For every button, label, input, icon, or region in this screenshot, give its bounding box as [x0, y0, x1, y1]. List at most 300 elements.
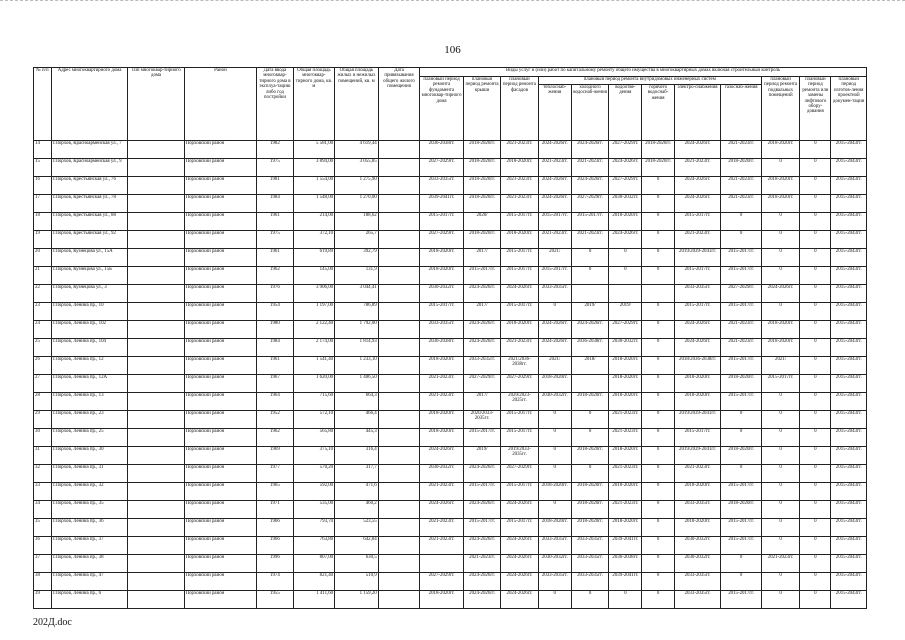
- table-cell: 2015-2017гг.: [463, 429, 500, 447]
- table-cell: 2024-2026гг.: [420, 501, 464, 519]
- table-cell: 0: [642, 537, 674, 555]
- table-cell: 3 894,00: [293, 159, 335, 177]
- table-cell: Порховский район: [184, 555, 257, 573]
- table-cell: 23: [34, 303, 52, 321]
- table-cell: 2018-2020гг.: [721, 501, 762, 519]
- table-cell: 2018-2020гг.: [609, 213, 642, 231]
- header-systems-group: плановый период ремонта внутридомовых инженерных систем: [538, 77, 761, 85]
- table-cell: 2024-2026гг.: [538, 195, 571, 213]
- table-cell: 0: [800, 303, 831, 321]
- table-cell: 2015-2043гг.: [831, 249, 867, 267]
- table-cell: 2030-2032гг.: [609, 339, 642, 357]
- table-cell: 24: [34, 321, 52, 339]
- table-row: [34, 303, 867, 321]
- header-hot-water: горячего водоснаб-жения: [642, 85, 674, 141]
- table-cell: 0: [538, 303, 571, 321]
- table-cell: 2039-2041гг.: [609, 573, 642, 591]
- table-cell: 2021-2023гг.: [721, 195, 762, 213]
- table-cell: 2021-2023гг.: [609, 429, 642, 447]
- table-cell: г.Порхов, Ленина пр., 30: [51, 447, 128, 465]
- table-cell: 0: [721, 411, 762, 429]
- table-cell: 1962: [257, 429, 293, 447]
- table-cell: 2030-2032гг.: [674, 537, 721, 555]
- table-cell: Порховский район: [184, 195, 257, 213]
- table-cell: 2018-2020гг.: [501, 321, 538, 339]
- table-cell: 2015-2017гг.: [674, 213, 721, 231]
- table-cell: 0: [761, 159, 799, 177]
- table-cell: 2015-2017гг.: [721, 393, 762, 411]
- table-cell: 2033-2035гг.: [674, 591, 721, 609]
- table-cell: 2015-2043гг.: [831, 483, 867, 501]
- table-cell: 0: [721, 231, 762, 249]
- table-cell: 21: [34, 267, 52, 285]
- table-cell: г.Порхов, Ленина пр., 32: [51, 483, 128, 501]
- table-cell: 2021-2023гг.: [501, 339, 538, 357]
- table-cell: 2018-2020гг.: [674, 519, 721, 537]
- table-cell: 2027-2029гг.: [420, 231, 464, 249]
- table-cell: 0: [642, 591, 674, 609]
- table-cell: 22: [34, 285, 52, 303]
- table-cell: г.Порхов, Кузнецова ул., 15Б: [51, 267, 128, 285]
- table-cell: 565,80: [293, 429, 335, 447]
- table-cell: 2018-2020гг.: [721, 447, 762, 465]
- table-cell: 2024-2026гг.: [463, 537, 500, 555]
- table-cell: г.Порхов, Ленина пр., 10: [51, 303, 128, 321]
- table-cell: 630,5: [335, 555, 379, 573]
- table-cell: 2036-2038гг.: [420, 141, 464, 159]
- table-cell: [378, 537, 420, 555]
- table-cell: 0: [761, 249, 799, 267]
- table-cell: 2015-2043гг.: [831, 213, 867, 231]
- table-row: [34, 213, 867, 231]
- table-cell: 2027-2029гг.: [463, 375, 500, 393]
- table-body: [34, 141, 867, 609]
- table-cell: 0: [761, 267, 799, 285]
- table-cell: 1984: [257, 339, 293, 357]
- table-cell: 0: [721, 555, 762, 573]
- table-cell: 2027-2029гг.: [501, 375, 538, 393]
- table-cell: 2018-2020гг.: [609, 483, 642, 501]
- table-cell: 0: [800, 591, 831, 609]
- table-cell: 2018-2020гг.: [420, 267, 464, 285]
- table-cell: 2024-2026гг.: [761, 285, 799, 303]
- table-cell: 2018-2020гг.: [420, 357, 464, 375]
- table-cell: 1 814,93: [335, 339, 379, 357]
- table-cell: 0: [800, 537, 831, 555]
- table-row: [34, 195, 867, 213]
- table-cell: 0: [642, 231, 674, 249]
- table-cell: г.Порхов, Крестьянская ул., 78: [51, 195, 128, 213]
- table-cell: 2015-2043гг.: [831, 465, 867, 483]
- table-cell: г.Порхов, Ленина пр., 31: [51, 465, 128, 483]
- table-cell: 36: [34, 537, 52, 555]
- table-row: [34, 141, 867, 159]
- table-cell: 2018-2020гг.: [609, 519, 642, 537]
- table-cell: 2015-2043гг.: [831, 411, 867, 429]
- header-address: Адрес многоквартирного дома: [51, 68, 128, 141]
- table-cell: [378, 159, 420, 177]
- table-cell: 0: [538, 429, 571, 447]
- header-project-docs: плановый период изготов-ления проектной докумен-тации: [831, 77, 867, 141]
- table-cell: 2015-2017гг.: [501, 249, 538, 267]
- table-cell: 2033-2035гг.: [420, 321, 464, 339]
- table-cell: 0: [800, 231, 831, 249]
- table-cell: 0: [800, 519, 831, 537]
- table-cell: 1967: [257, 375, 293, 393]
- table-row: [34, 375, 867, 393]
- table-cell: 763,80: [293, 537, 335, 555]
- table-cell: 1961: [257, 357, 293, 375]
- table-cell: 2015-2043гг.: [831, 591, 867, 609]
- table-cell: 1 270,00: [335, 195, 379, 213]
- table-cell: 2015-2043гг.: [831, 375, 867, 393]
- table-cell: 2036-2038гг.: [609, 555, 642, 573]
- table-cell: Порховский район: [184, 303, 257, 321]
- table-cell: 0: [721, 429, 762, 447]
- table-cell: 2020/2033-2035гг.: [463, 411, 500, 429]
- table-cell: 1961: [257, 213, 293, 231]
- table-cell: 1964: [257, 393, 293, 411]
- table-cell: г.Порхов, Крестьянская ул., 92: [51, 231, 128, 249]
- table-cell: 2018-2020гг.: [609, 375, 642, 393]
- table-cell: 2024-2026гг.: [501, 537, 538, 555]
- table-cell: 1982: [257, 141, 293, 159]
- header-foundation: плановый период ремонта фундамента многоквар-тирного дома: [420, 77, 464, 141]
- table-cell: 2018-2020гг.: [721, 159, 762, 177]
- table-cell: г.Порхов, Ленина пр., 102: [51, 321, 128, 339]
- table-cell: 2033-2035гг.: [674, 573, 721, 591]
- table-cell: 2021-2023гг.: [721, 339, 762, 357]
- table-cell: 0: [800, 159, 831, 177]
- table-cell: 466,4: [335, 411, 379, 429]
- table-cell: [128, 537, 184, 555]
- table-cell: 2015-2017гг.: [463, 483, 500, 501]
- table-cell: [128, 249, 184, 267]
- table-cell: [128, 483, 184, 501]
- table-cell: 3 044,41: [335, 285, 379, 303]
- table-cell: 2024-2026гг.: [674, 141, 721, 159]
- table-cell: [378, 375, 420, 393]
- table-cell: Порховский район: [184, 159, 257, 177]
- table-cell: [378, 177, 420, 195]
- table-cell: 2021-2023гг.: [609, 501, 642, 519]
- table-cell: 2 122,40: [293, 321, 335, 339]
- table-cell: 2015-2017гг.: [721, 303, 762, 321]
- table-cell: [128, 447, 184, 465]
- table-cell: г.Порхов, Красноармейская ул., 7: [51, 141, 128, 159]
- header-total-area: Общая площадь многоквар-тирного дома, кв. м: [293, 68, 335, 141]
- table-cell: 5 581,00: [293, 141, 335, 159]
- table-cell: 0: [642, 393, 674, 411]
- table-cell: [378, 519, 420, 537]
- table-cell: [128, 285, 184, 303]
- table-cell: 2015-2043гг.: [831, 267, 867, 285]
- table-cell: [378, 411, 420, 429]
- table-cell: 2021-2023гг.: [609, 411, 642, 429]
- table-cell: 0: [642, 375, 674, 393]
- table-cell: Порховский район: [184, 537, 257, 555]
- table-cell: 2024-2026гг.: [463, 591, 500, 609]
- table-cell: 2018-2020гг.: [609, 393, 642, 411]
- table-cell: 0: [800, 465, 831, 483]
- table-cell: [128, 177, 184, 195]
- table-cell: г.Порхов, Ленина пр., 23: [51, 411, 128, 429]
- header-district: Район: [184, 68, 257, 141]
- table-cell: Порховский район: [184, 285, 257, 303]
- table-cell: Порховский район: [184, 429, 257, 447]
- table-cell: 2015-2017гг.: [721, 483, 762, 501]
- table-cell: 523,55: [335, 519, 379, 537]
- table-cell: [128, 465, 184, 483]
- table-row: [34, 321, 867, 339]
- table-cell: [128, 213, 184, 231]
- table-cell: 2024-2026гг.: [463, 285, 500, 303]
- table-cell: 2021-2023гг.: [609, 465, 642, 483]
- table-cell: 0: [642, 447, 674, 465]
- table-cell: 39: [34, 591, 52, 609]
- table-cell: 2015-2017гг.: [501, 429, 538, 447]
- table-cell: 30: [34, 429, 52, 447]
- table-cell: 1 159,20: [335, 591, 379, 609]
- table-cell: 2021-2023гг.: [721, 177, 762, 195]
- table-cell: 0: [571, 429, 608, 447]
- header-electric: электро-снабжения: [674, 85, 721, 141]
- table-cell: 2033-2035гг.: [463, 357, 500, 375]
- table-cell: 2018-2020гг.: [609, 357, 642, 375]
- table-cell: 2015-2043гг.: [831, 429, 867, 447]
- table-cell: 35: [34, 519, 52, 537]
- table-cell: [378, 357, 420, 375]
- table-cell: 2018/: [571, 357, 608, 375]
- table-cell: 0: [761, 465, 799, 483]
- table-row: [34, 591, 867, 609]
- table-cell: 1952: [257, 411, 293, 429]
- table-cell: 821,40: [293, 573, 335, 591]
- table-cell: [378, 321, 420, 339]
- table-cell: 20: [34, 249, 52, 267]
- table-cell: 145,00: [293, 267, 335, 285]
- table-cell: 0: [761, 447, 799, 465]
- table-cell: 2018-2020гг.: [420, 411, 464, 429]
- table-cell: 2018-2020гг.: [721, 375, 762, 393]
- table-cell: 0: [538, 501, 571, 519]
- table-cell: [378, 501, 420, 519]
- table-cell: 4 619,44: [335, 141, 379, 159]
- table-cell: 2018-2020гг.: [420, 429, 464, 447]
- table-cell: 793,70: [293, 519, 335, 537]
- table-cell: г.Порхов, Красноармейская ул., 9: [51, 159, 128, 177]
- table-cell: 18: [34, 213, 52, 231]
- table-cell: 2018/2036-2038гг.: [674, 357, 721, 375]
- table-cell: 2015-2043гг.: [831, 501, 867, 519]
- table-row: [34, 429, 867, 447]
- table-cell: 0: [642, 249, 674, 267]
- table-row: [34, 339, 867, 357]
- table-cell: 2018-2020гг.: [761, 141, 799, 159]
- table-cell: 0: [800, 195, 831, 213]
- table-cell: 1966: [257, 519, 293, 537]
- table-cell: 2019/2039-2041гг.: [674, 249, 721, 267]
- table-cell: 31: [34, 447, 52, 465]
- table-row: [34, 231, 867, 249]
- table-cell: 33: [34, 483, 52, 501]
- table-cell: 0: [721, 573, 762, 591]
- table-cell: Порховский район: [184, 141, 257, 159]
- table-cell: [378, 339, 420, 357]
- table-cell: 2036-2038гг.: [420, 339, 464, 357]
- table-cell: 2018-2020гг.: [642, 141, 674, 159]
- table-cell: 0: [571, 465, 608, 483]
- table-cell: Порховский район: [184, 573, 257, 591]
- table-cell: 2033-2035гг.: [674, 501, 721, 519]
- table-cell: 2020/: [463, 213, 500, 231]
- table-cell: 0: [761, 429, 799, 447]
- table-cell: 1 554,00: [293, 177, 335, 195]
- table-cell: 642,84: [335, 537, 379, 555]
- table-cell: [128, 339, 184, 357]
- table-cell: 37: [34, 555, 52, 573]
- table-cell: 2015-2017гг.: [501, 483, 538, 501]
- table-cell: 2021-2023гг.: [761, 555, 799, 573]
- table-cell: 2018-2020гг.: [674, 483, 721, 501]
- table-cell: 2019/: [571, 303, 608, 321]
- table-cell: 2030-2032гг.: [674, 555, 721, 573]
- table-cell: [128, 555, 184, 573]
- table-cell: 2015-2017гг.: [721, 357, 762, 375]
- table-cell: 535,00: [293, 501, 335, 519]
- table-cell: 0: [571, 411, 608, 429]
- table-row: [34, 465, 867, 483]
- table-cell: [378, 213, 420, 231]
- table-cell: [128, 519, 184, 537]
- table-cell: 2024-2026гг.: [420, 447, 464, 465]
- table-cell: 2018-2020гг.: [571, 393, 608, 411]
- table-cell: 0: [800, 339, 831, 357]
- table-cell: 131,9: [335, 267, 379, 285]
- table-cell: 0: [761, 519, 799, 537]
- table-cell: 1981: [257, 177, 293, 195]
- table-cell: 2018-2020гг.: [501, 231, 538, 249]
- table-cell: 0: [642, 483, 674, 501]
- table-cell: 2015-2017гг.: [420, 213, 464, 231]
- table-row: [34, 501, 867, 519]
- table-cell: [128, 357, 184, 375]
- table-cell: 2017/: [463, 249, 500, 267]
- table-cell: г.Порхов, Ленина пр., 25: [51, 429, 128, 447]
- table-cell: 2021/: [538, 357, 571, 375]
- table-cell: 0: [800, 267, 831, 285]
- table-cell: 2015-2017гг.: [721, 249, 762, 267]
- table-cell: 0: [800, 177, 831, 195]
- header-facade: плановый период ремонта фасадов: [501, 77, 538, 141]
- table-cell: г.Порхов, Кузнецова ул., 15А: [51, 249, 128, 267]
- table-cell: 2030-2032гг.: [538, 393, 571, 411]
- table-cell: [378, 447, 420, 465]
- table-cell: 17: [34, 195, 52, 213]
- table-cell: 2027-2029гг.: [571, 195, 608, 213]
- table-cell: 265,7: [335, 231, 379, 249]
- table-cell: 2018-2020гг.: [538, 519, 571, 537]
- table-cell: г.Порхов, Ленина пр., 47: [51, 573, 128, 591]
- table-cell: [378, 141, 420, 159]
- table-cell: 1984: [257, 195, 293, 213]
- table-cell: 2024-2026гг.: [501, 555, 538, 573]
- table-cell: 0: [800, 501, 831, 519]
- table-cell: 0: [609, 267, 642, 285]
- table-cell: [128, 375, 184, 393]
- table-cell: 0: [761, 411, 799, 429]
- table-cell: [378, 555, 420, 573]
- table-cell: 664,3: [335, 393, 379, 411]
- table-cell: 2021-2023гг.: [571, 231, 608, 249]
- table-cell: 2024-2026гг.: [501, 591, 538, 609]
- table-cell: 2018-2020гг.: [761, 321, 799, 339]
- table-cell: 0: [642, 303, 674, 321]
- table-cell: 0: [800, 393, 831, 411]
- table-cell: 2030-2032гг.: [609, 195, 642, 213]
- page-number: 106: [444, 44, 461, 56]
- table-cell: 26: [34, 357, 52, 375]
- table-cell: 2027-2029гг.: [609, 141, 642, 159]
- table-cell: 2018-2020гг.: [463, 159, 500, 177]
- table-cell: 2027-2029гг.: [501, 465, 538, 483]
- table-cell: [128, 303, 184, 321]
- table-cell: 2024-2026гг.: [501, 501, 538, 519]
- table-cell: 2018-2020гг.: [761, 177, 799, 195]
- header-roof: плановый период ремонта крыши: [463, 77, 500, 141]
- table-cell: [128, 501, 184, 519]
- table-cell: 2024-2026гг.: [501, 285, 538, 303]
- table-cell: [128, 393, 184, 411]
- table-cell: 372,10: [293, 231, 335, 249]
- table-cell: 1954: [257, 303, 293, 321]
- table-cell: г.Порхов, Крестьянская ул., 88: [51, 213, 128, 231]
- table-cell: 2033-2035гг.: [538, 573, 571, 591]
- table-cell: 2019/2039-2041гг.: [674, 411, 721, 429]
- table-cell: Порховский район: [184, 177, 257, 195]
- table-cell: 2015-2017гг.: [721, 519, 762, 537]
- table-cell: 2019/: [463, 447, 500, 465]
- table-row: [34, 483, 867, 501]
- table-cell: 375,10: [293, 447, 335, 465]
- table-cell: 2019/2033-2035гг.: [501, 447, 538, 465]
- table-cell: 445,3: [335, 429, 379, 447]
- table-cell: [128, 321, 184, 339]
- table-cell: 0: [761, 213, 799, 231]
- table-cell: Порховский район: [184, 501, 257, 519]
- table-cell: 2018-2020гг.: [463, 177, 500, 195]
- table-cell: 1961: [257, 249, 293, 267]
- table-cell: 0: [571, 591, 608, 609]
- table-cell: 2015-2043гг.: [831, 141, 867, 159]
- table-cell: 188,62: [335, 213, 379, 231]
- table-cell: [378, 249, 420, 267]
- table-cell: 2036-2038гг.: [571, 339, 608, 357]
- table-cell: 0: [642, 465, 674, 483]
- table-cell: 2024-2026гг.: [538, 177, 571, 195]
- table-cell: 2015-2017гг.: [538, 213, 571, 231]
- table-cell: 0: [800, 285, 831, 303]
- table-cell: 2015-2017гг.: [420, 303, 464, 321]
- table-cell: [378, 429, 420, 447]
- table-cell: 2021-2023гг.: [538, 159, 571, 177]
- table-cell: Порховский район: [184, 231, 257, 249]
- table-cell: Порховский район: [184, 267, 257, 285]
- table-cell: г.Порхов, Крестьянская ул., 76: [51, 177, 128, 195]
- table-cell: 2024-2026гг.: [571, 177, 608, 195]
- table-cell: 715,60: [293, 393, 335, 411]
- table-cell: 570,20: [293, 465, 335, 483]
